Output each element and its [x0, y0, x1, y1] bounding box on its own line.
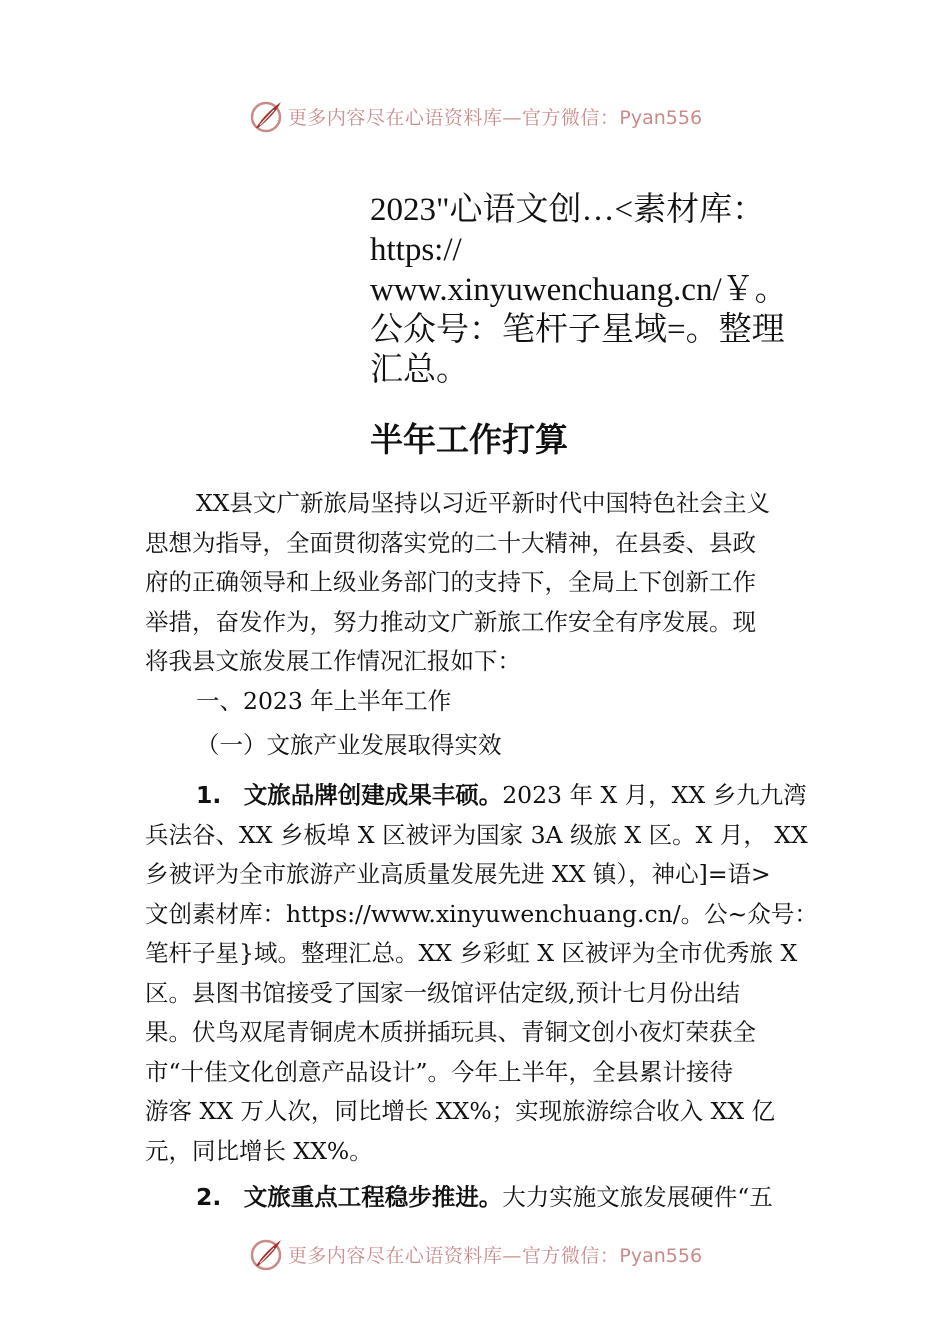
header-line: 公众号：笔杆子星域=。整理 [370, 312, 785, 348]
header-line: 汇总。 [370, 352, 469, 388]
header-source-note [370, 190, 840, 390]
item-2-heading: 文旅重点工程稳步推进。 [243, 1183, 503, 1211]
watermark-bottom [0, 1234, 950, 1274]
item-1-line: 游客 XX 万人次，同比增长 XX%；实现旅游综合收入 XX 亿 [145, 1097, 776, 1125]
item-1-first-line [196, 778, 807, 812]
item-1-line: 兵法⾕、XX 乡板埠 X 区被评为国家 3A 级旅 X 区。X 月， XX [145, 821, 808, 849]
subsection-heading: （一）文旅产业发展取得实效 [196, 731, 502, 759]
intro-line: 府的正确领导和上级业务部门的支持下，全局上下创新工作 [145, 568, 756, 596]
item-2-text: 大力实施文旅发展硬件“五 [502, 1183, 773, 1211]
item-2-first-line [196, 1180, 773, 1214]
intro-line: 将我县文旅发展工作情况汇报如下： [145, 647, 521, 675]
item-1-line: 元，同比增长 XX%。 [145, 1137, 373, 1165]
header-line: www.xinyuwenchuang.cn/￥。 [370, 272, 788, 308]
watermark-text: 更多内容尽在心语资料库—官方微信：Pyan556 [287, 1244, 703, 1267]
document-title: 半年工作打算 [370, 420, 568, 459]
item-2-number: 2. [196, 1183, 222, 1211]
header-line: https:// [370, 232, 462, 268]
watermark-top [0, 96, 950, 136]
intro-line: 举措，奋发作为，努力推动文广新旅工作安全有序发展。现 [145, 608, 756, 636]
item-1-line: 果。伏鸟双尾青铜虎木质拼插玩具、青铜文创小夜灯荣获全 [145, 1018, 756, 1046]
item-1-line: 市“十佳文化创意产品设计”。今年上半年，全县累计接待 [145, 1058, 734, 1086]
item-1-line: 文创素材库：https://www.xinyuwenchuang.cn/。公~众号： [145, 900, 818, 928]
item-1-line: 笔杆子星}域。整理汇总。XX 乡彩虹 X 区被评为全市优秀旅 X [145, 939, 798, 967]
item-1-line: 乡被评为全市旅游产业高质量发展先进 XX 镇），神心]=语> [145, 860, 771, 888]
quill-logo-icon [248, 1236, 284, 1272]
intro-line: XX县文广新旅局坚持以习近平新时代中国特色社会主义 [196, 489, 770, 517]
item-1-text: 2023 年 X 月，XX 乡九九湾 [502, 781, 807, 809]
item-1-line: 区。县图书馆接受了国家一级馆评估定级,预计七月份出结 [145, 979, 740, 1007]
quill-logo-icon [248, 98, 284, 134]
item-1-heading: 文旅品牌创建成果丰硕。 [243, 781, 503, 809]
intro-line: 思想为指导，全面贯彻落实党的二十大精神，在县委、县政 [145, 529, 756, 557]
section-heading: 一、2023 年上半年工作 [196, 687, 452, 715]
header-line: 2023"心语文创…<素材库： [370, 192, 766, 228]
watermark-text: 更多内容尽在心语资料库—官方微信：Pyan556 [287, 106, 703, 129]
item-1-number: 1. [196, 781, 222, 809]
